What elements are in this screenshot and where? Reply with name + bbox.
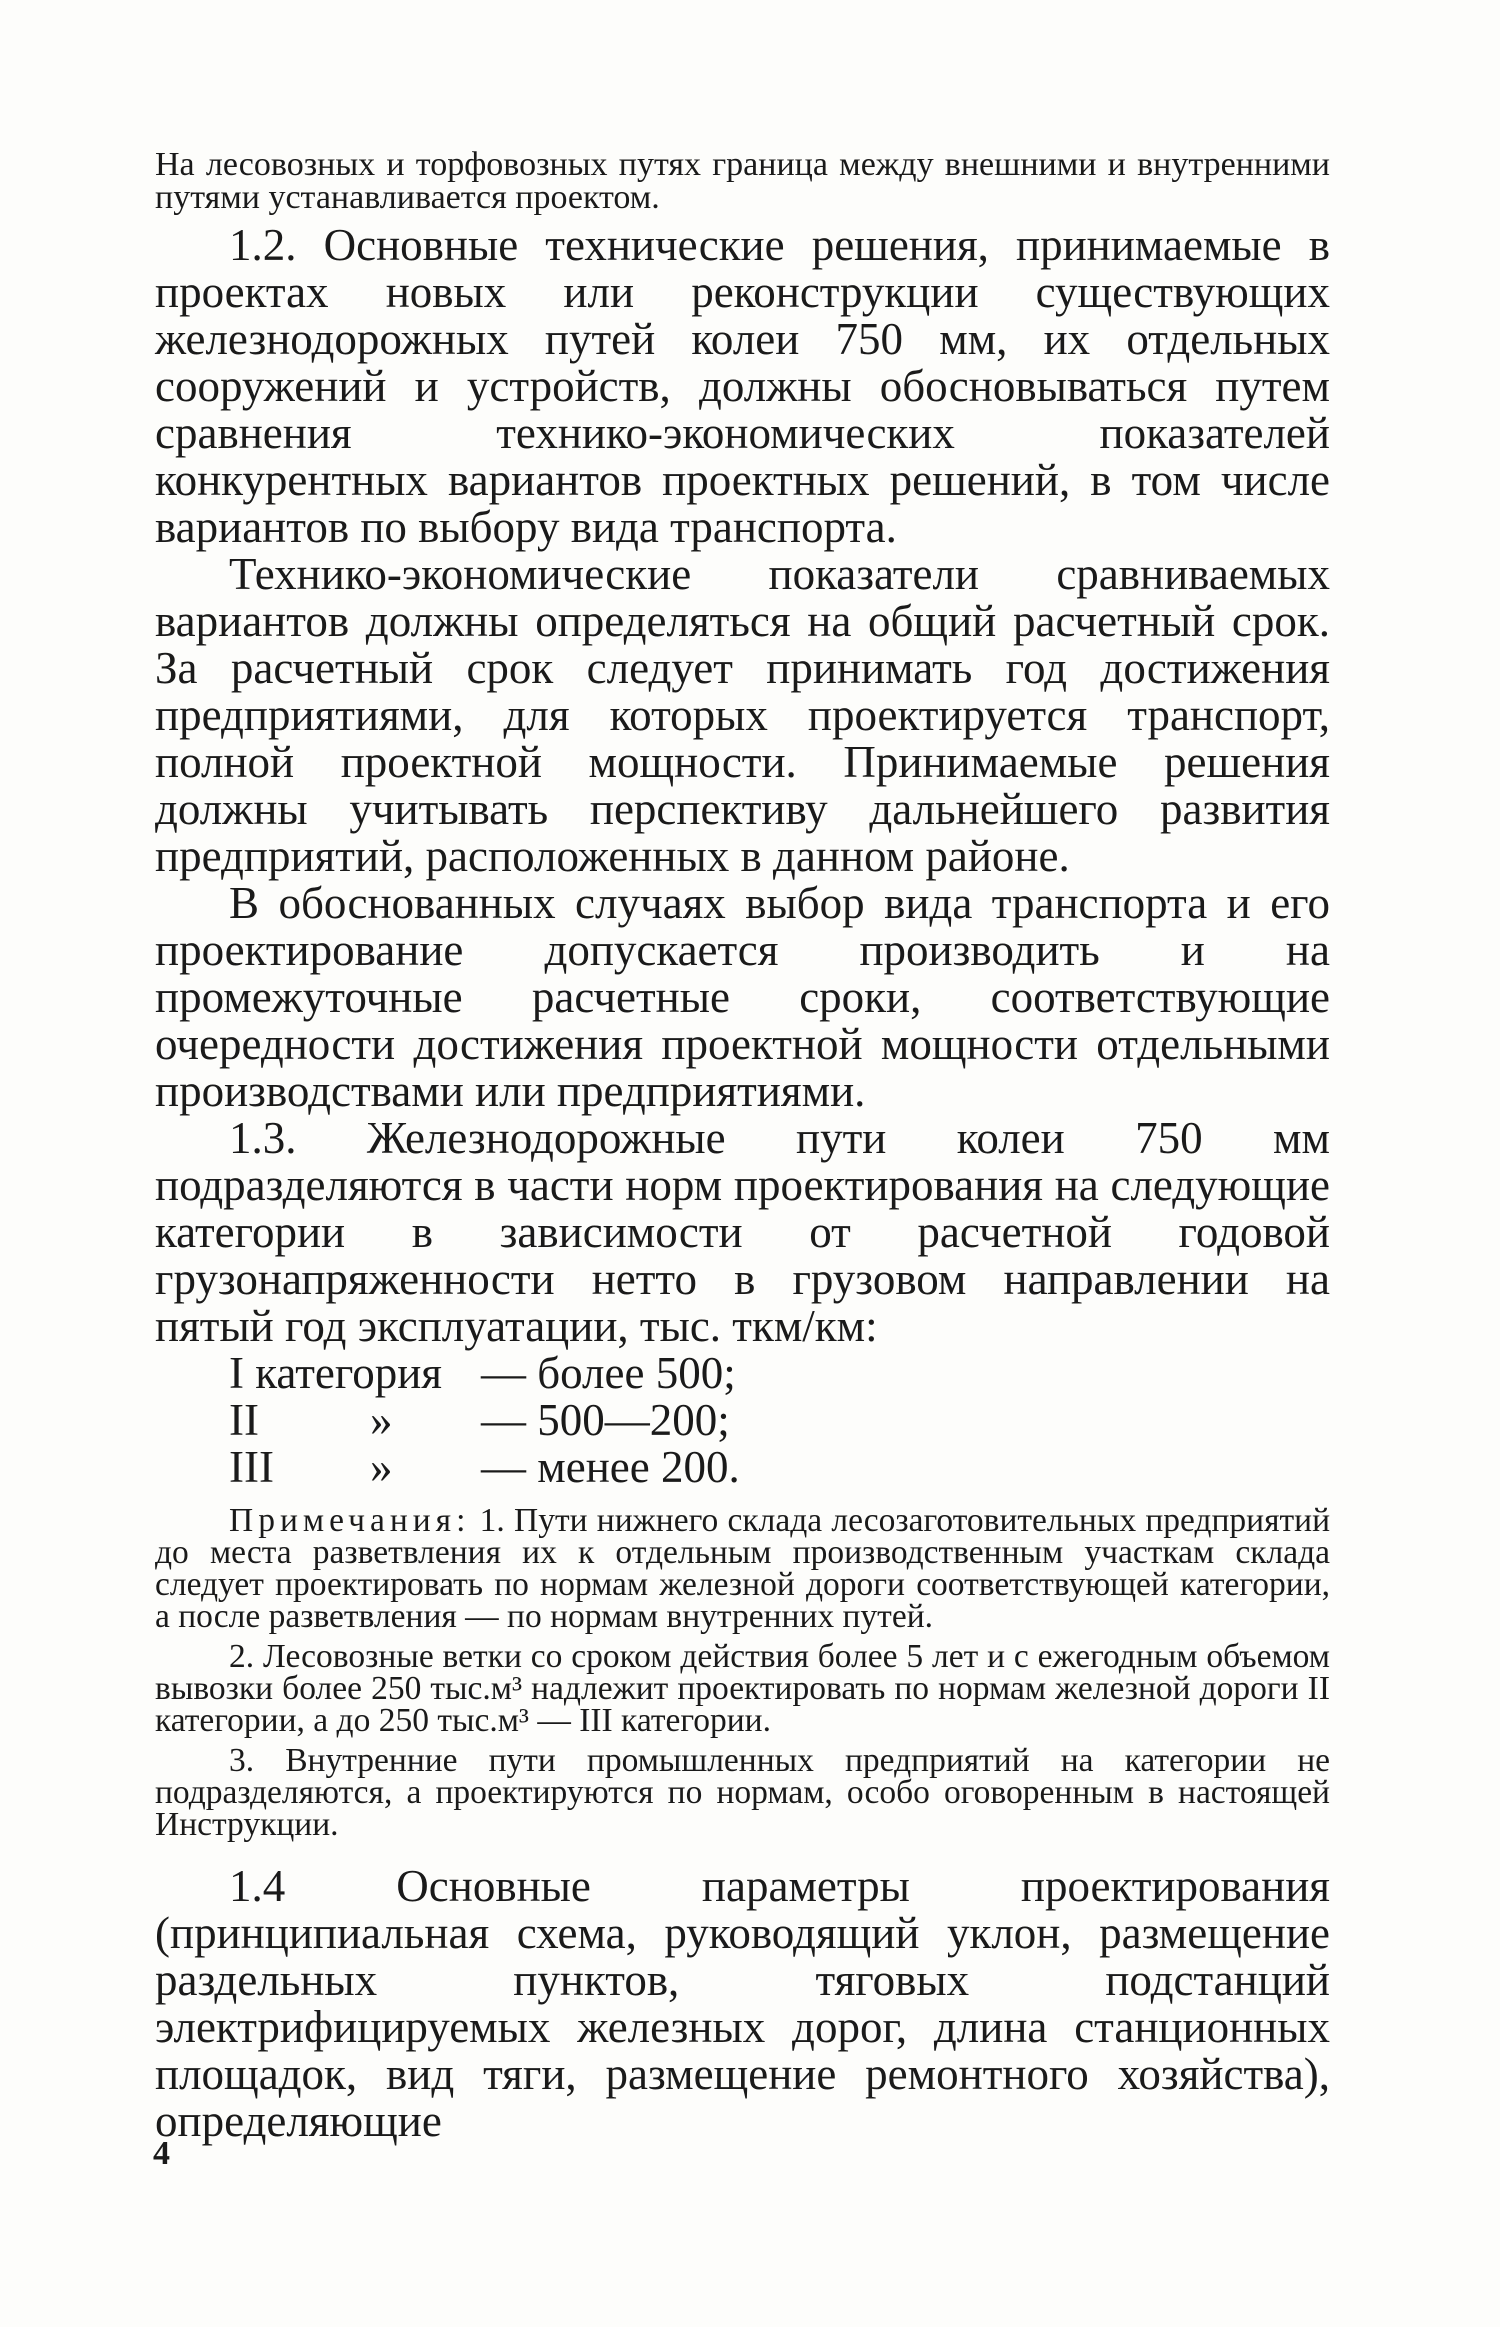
category-row xyxy=(155,1350,1330,1397)
category-ditto: » xyxy=(370,1395,393,1445)
category-ditto: » xyxy=(370,1442,393,1492)
category-num: I категория xyxy=(229,1348,442,1398)
category-num: III xyxy=(229,1442,274,1492)
paragraph-1-3: 1.3. Железнодорожные пути колеи 750 мм подразделяются в части норм проектирования на следующие категории в зависимости от расчетной годовой грузонапряженности нетто в грузовом направлении на пятый год эксплуатации, тыс. ткм/км: xyxy=(155,1113,1330,1351)
category-value: — менее 200. xyxy=(481,1442,740,1492)
category-value: — более 500; xyxy=(481,1348,736,1398)
paragraph-tech-economic: Технико-экономические показатели сравниваемых вариантов должны определяться на общий расчетный срок. За расчетный срок следует принимать год достижения предприятиями, для которых проектируется транспорт, полной проектной мощности. Принимаемые решения должны учитывать перспективу дальнейшего развития предприятий, расположенных в данном районе. xyxy=(155,549,1330,881)
intro-paragraph: На лесовозных и торфовозных путях граница между внешними и внутренними путями устанавливается проектом. xyxy=(155,146,1330,216)
note-3: 3. Внутренние пути промышленных предприятий на категории не подразделяются, а проектируются по нормам, особо оговоренным в настоящей Инструкции. xyxy=(155,1742,1330,1843)
note-1 xyxy=(155,1502,1330,1635)
page-number: 4 xyxy=(153,2135,170,2172)
notes-label: Примечания: xyxy=(229,1502,471,1539)
note-2: 2. Лесовозные ветки со сроком действия более 5 лет и с ежегодным объемом вывозки более 250 тыс.м³ надлежит проектировать по нормам железной дороги II категории, а до 250 тыс.м³ — III категории. xyxy=(155,1638,1330,1739)
category-row xyxy=(155,1444,1330,1491)
category-row xyxy=(155,1397,1330,1444)
paragraph-1-4: 1.4 Основные параметры проектирования (принципиальная схема, руководящий уклон, размещение раздельных пунктов, тяговых подстанций электрифицируемых железных дорог, длина станционных площадок, вид тяги, размещение ремонтного хозяйства), определяющие xyxy=(155,1861,1330,2146)
category-value: — 500—200; xyxy=(481,1395,730,1445)
paragraph-1-2: 1.2. Основные технические решения, принимаемые в проектах новых или реконструкции существующих железнодорожных путей колеи 750 мм, их отдельных сооружений и устройств, должны обосновываться путем сравнения технико-экономических показателей конкурентных вариантов проектных решений, в том числе вариантов по выбору вида транспорта. xyxy=(155,220,1330,552)
category-num: II xyxy=(229,1395,259,1445)
paragraph-justified-cases: В обоснованных случаях выбор вида транспорта и его проектирование допускается производить и на промежуточные расчетные сроки, соответствующие очередности достижения проектной мощности отдельными производствами или предприятиями. xyxy=(155,878,1330,1116)
note-1-text: 1. Пути нижнего склада лесозаготовительных предприятий до места разветвления их к отдельным производственным участкам склада следует проектировать по нормам железной дороги соответствующей категории, а после разветвления — по нормам внутренних путей. xyxy=(155,1502,1330,1635)
page-content xyxy=(155,148,1330,2145)
